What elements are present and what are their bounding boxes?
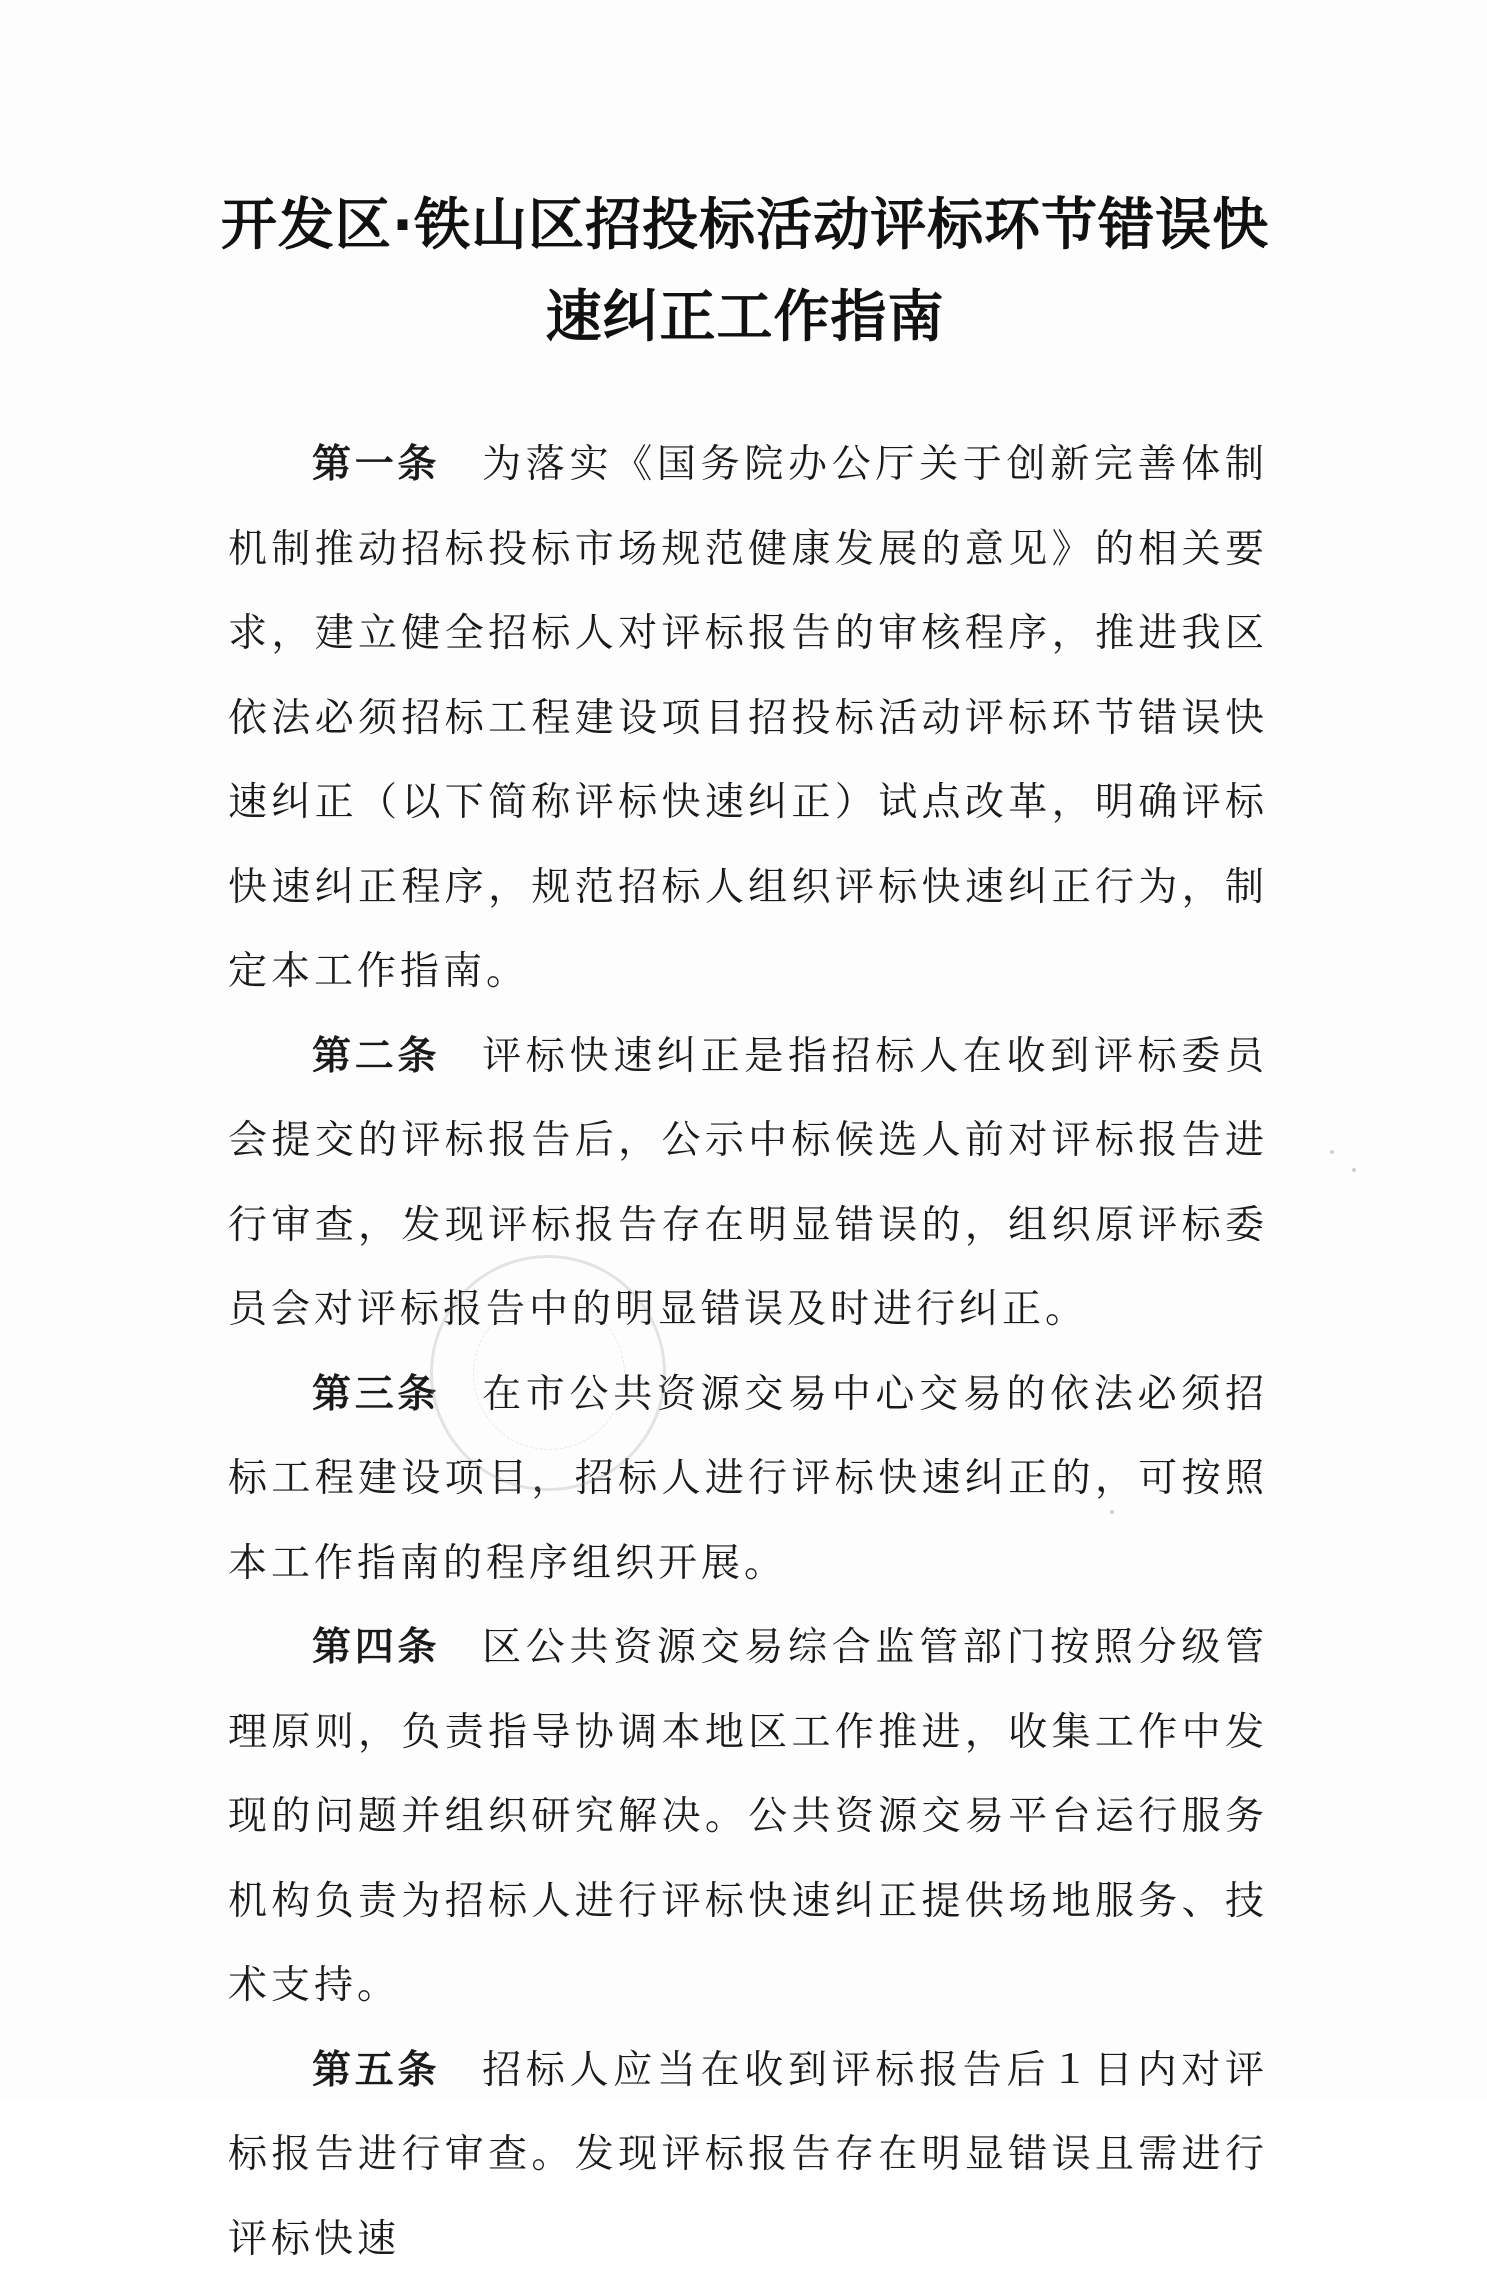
article-1 [228, 423, 1268, 1015]
article-4-text: 区公共资源交易综合监管部门按照分级管理原则，负责指导协调本地区工作推进，收集工作中发现的问题并组织研究解决。公共资源交易平台运行服务机构负责为招标人进行评标快速纠正提供场地服务、技术支持。 [228, 1625, 1268, 2008]
article-2 [228, 1015, 1268, 1353]
article-3 [228, 1353, 1268, 1607]
article-1-label: 第一条 [312, 442, 440, 487]
article-4-label: 第四条 [312, 1625, 440, 1670]
title-line-1: 开发区·铁山区招投标活动评标环节错误快 [200, 180, 1290, 272]
article-2-text: 评标快速纠正是指招标人在收到评标委员会提交的评标报告后，公示中标候选人前对评标报告进行审查，发现评标报告存在明显错误的，组织原评标委员会对评标报告中的明显错误及时进行纠正。 [228, 1034, 1268, 1333]
title-line-2: 速纠正工作指南 [200, 272, 1290, 364]
article-5 [228, 2029, 1268, 2282]
scan-speck [1352, 1168, 1356, 1172]
article-2-label: 第二条 [312, 1034, 440, 1079]
article-3-label: 第三条 [312, 1372, 440, 1417]
article-4 [228, 1606, 1268, 2029]
article-5-text: 招标人应当在收到评标报告后１日内对评标报告进行审查。发现评标报告存在明显错误且需进行评标快速 [228, 2048, 1268, 2262]
article-3-text: 在市公共资源交易中心交易的依法必须招标工程建设项目，招标人进行评标快速纠正的，可按照本工作指南的程序组织开展。 [228, 1372, 1268, 1586]
scan-speck [1330, 1150, 1334, 1154]
article-5-label: 第五条 [312, 2048, 440, 2093]
article-1-text: 为落实《国务院办公厅关于创新完善体制机制推动招标投标市场规范健康发展的意见》的相关要求，建立健全招标人对评标报告的审核程序，推进我区依法必须招标工程建设项目招投标活动评标环节错误快速纠正（以下简称评标快速纠正）试点改革，明确评标快速纠正程序，规范招标人组织评标快速纠正行为，制定本工作指南。 [228, 442, 1268, 994]
document-body [228, 423, 1268, 2282]
document-title [200, 180, 1290, 364]
scan-speck [1110, 1510, 1114, 1514]
